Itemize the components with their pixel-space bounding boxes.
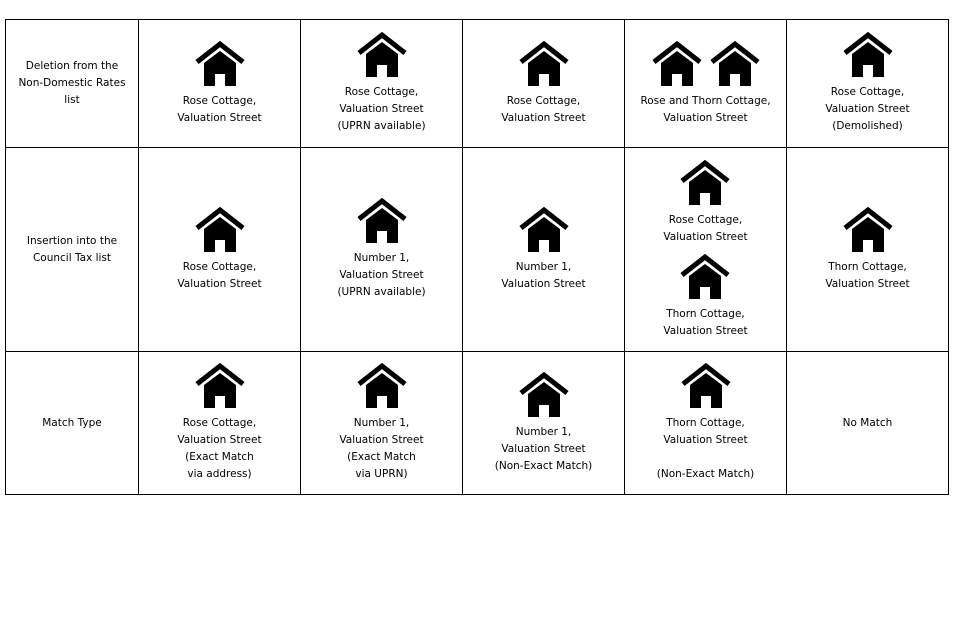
cell-text-line: Valuation Street — [663, 324, 748, 337]
cell-text-line: No Match — [842, 416, 893, 429]
icon-group — [518, 41, 570, 87]
cell — [463, 20, 625, 148]
row-match-type — [6, 352, 949, 495]
house-icon — [679, 254, 731, 300]
row-insertion — [6, 148, 949, 352]
icon-group — [679, 254, 731, 300]
icon-group — [842, 32, 894, 78]
house-icon — [709, 41, 761, 87]
cell-text-line: Valuation Street — [501, 111, 586, 124]
matching-diagram-table — [5, 19, 949, 495]
cell-text-line: Valuation Street — [663, 434, 748, 446]
cell-text-line: Rose Cottage, — [506, 94, 581, 107]
cell-text-line: Rose Cottage, — [182, 260, 257, 273]
row-label: Match Type — [6, 352, 139, 495]
cell — [139, 148, 301, 352]
cell-text-line: Rose Cottage, — [182, 94, 257, 107]
cell — [625, 20, 787, 148]
cell-text-line: Thorn Cottage, — [828, 260, 907, 273]
cell-text-line: Valuation Street — [177, 277, 262, 290]
property-block — [663, 160, 747, 246]
cell-text-line: (Non-Exact Match) — [656, 468, 755, 480]
cell-text-line: Number 1, — [515, 425, 572, 438]
cell-text-line: Thorn Cottage, — [666, 417, 745, 429]
house-icon — [194, 363, 246, 409]
cell — [787, 20, 949, 148]
cell-text-line: Valuation Street — [177, 111, 262, 124]
cell-text-line: (Exact Match — [185, 451, 254, 463]
cell-text-line: Valuation Street — [339, 269, 424, 281]
cell-text-line: Number 1, — [515, 260, 572, 273]
cell — [625, 148, 787, 352]
cell-text-line: (UPRN available) — [337, 286, 426, 298]
row-label: Insertion into the Council Tax list — [6, 148, 139, 352]
icon-group — [518, 207, 570, 253]
cell-text-line: via UPRN) — [355, 468, 408, 480]
house-icon — [679, 160, 731, 206]
cell — [787, 148, 949, 352]
property-block — [663, 254, 747, 340]
icon-group — [356, 363, 408, 409]
cell-text-line: Valuation Street — [825, 103, 910, 115]
house-icon — [518, 41, 570, 87]
cell — [301, 20, 463, 148]
cell — [139, 20, 301, 148]
cell-text-line: Valuation Street — [177, 434, 262, 446]
cell-text-line: Number 1, — [353, 252, 410, 264]
house-icon — [680, 363, 732, 409]
icon-group — [518, 372, 570, 418]
cell — [301, 352, 463, 495]
cell-text-line: Valuation Street — [825, 277, 910, 290]
icon-group — [842, 207, 894, 253]
cell-text-line: Valuation Street — [339, 434, 424, 446]
cell-text-line: (Non-Exact Match) — [494, 459, 593, 472]
house-icon — [842, 207, 894, 253]
house-icon — [194, 207, 246, 253]
cell-text-line: Rose Cottage, — [344, 86, 419, 98]
cell — [139, 352, 301, 495]
icon-group — [194, 207, 246, 253]
cell — [463, 352, 625, 495]
cell-text-line: Rose Cottage, — [830, 86, 905, 98]
cell-text-line: Valuation Street — [663, 111, 748, 124]
cell-text-line: Number 1, — [353, 417, 410, 429]
icon-group — [679, 160, 731, 206]
house-icon — [651, 41, 703, 87]
cell-text-line: Rose Cottage, — [182, 417, 257, 429]
icon-group — [356, 32, 408, 78]
cell-text-line: (Exact Match — [347, 451, 416, 463]
icon-group — [194, 363, 246, 409]
cell-text-line: Valuation Street — [339, 103, 424, 115]
cell — [301, 148, 463, 352]
cell-text-line: Valuation Street — [501, 277, 586, 290]
house-icon — [356, 198, 408, 244]
cell-text-line: (Demolished) — [832, 120, 903, 132]
cell-text-line: Valuation Street — [501, 442, 586, 455]
cell-text-line: Rose and Thorn Cottage, — [640, 94, 771, 107]
cell — [463, 148, 625, 352]
cell-text-line: Rose Cottage, — [668, 213, 743, 226]
cell-text-line: (UPRN available) — [337, 120, 426, 132]
icon-group — [194, 41, 246, 87]
cell-text-line: Thorn Cottage, — [666, 307, 745, 320]
house-icon — [842, 32, 894, 78]
cell-text-line: Valuation Street — [663, 230, 748, 243]
icon-group — [356, 198, 408, 244]
icon-group — [651, 41, 761, 87]
row-label: Deletion from the Non-Domestic Rates list — [6, 20, 139, 148]
house-icon — [194, 41, 246, 87]
cell — [787, 352, 949, 495]
house-icon — [356, 363, 408, 409]
house-icon — [356, 32, 408, 78]
cell-text-line: via address) — [187, 468, 252, 480]
row-deletion — [6, 20, 949, 148]
icon-group — [680, 363, 732, 409]
house-icon — [518, 207, 570, 253]
house-icon — [518, 372, 570, 418]
cell — [625, 352, 787, 495]
